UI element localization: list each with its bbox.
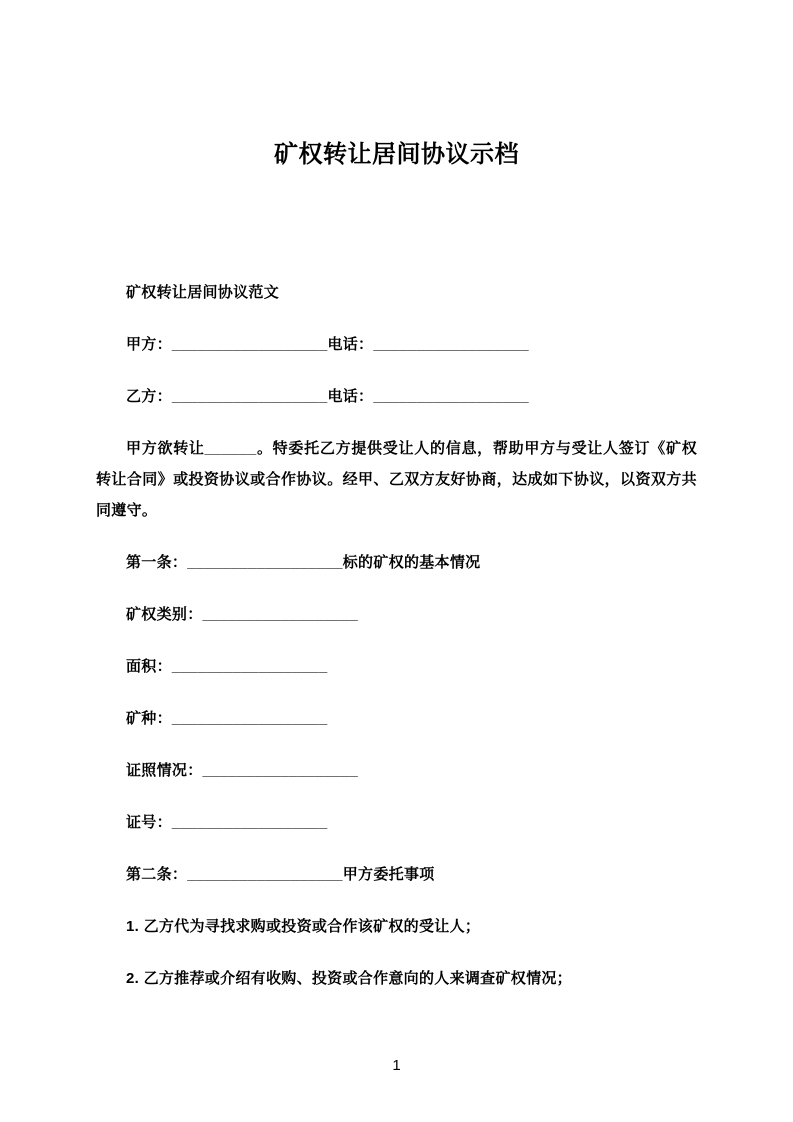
paragraph-party-b-line: 乙方：__________________电话：__________________ — [126, 388, 529, 405]
paragraph-party-a-line: 甲方：__________________电话：__________________ — [126, 336, 529, 353]
field-license-status: 证照情况：__________________ — [126, 762, 359, 779]
clause-1-heading: 第一条：__________________标的矿权的基本情况 — [126, 554, 481, 571]
clause-2-item-2: 2. 乙方推荐或介绍有收购、投资或合作意向的人来调查矿权情况； — [126, 970, 572, 987]
field-mineral-kind: 矿种：__________________ — [126, 710, 328, 727]
paragraph-intro: 甲方欲转让______。特委托乙方提供受让人的信息，帮助甲方与受让人签订《矿权转让合同》或投资协议或合作协议。经甲、乙双方友好协商，达成如下协议，以资双方共同遵守。 — [96, 440, 697, 519]
document-title: 矿权转让居间协议示档 — [274, 141, 519, 168]
page-number: 1 — [392, 1057, 401, 1074]
field-license-number: 证号：__________________ — [126, 814, 328, 831]
field-mining-right-type: 矿权类别：__________________ — [126, 606, 359, 623]
field-area: 面积：__________________ — [126, 658, 328, 675]
paragraph-subtitle: 矿权转让居间协议范文 — [126, 284, 280, 301]
clause-2-item-1: 1. 乙方代为寻找求购或投资或合作该矿权的受让人； — [126, 918, 481, 935]
clause-2-heading: 第二条：__________________甲方委托事项 — [126, 866, 435, 883]
